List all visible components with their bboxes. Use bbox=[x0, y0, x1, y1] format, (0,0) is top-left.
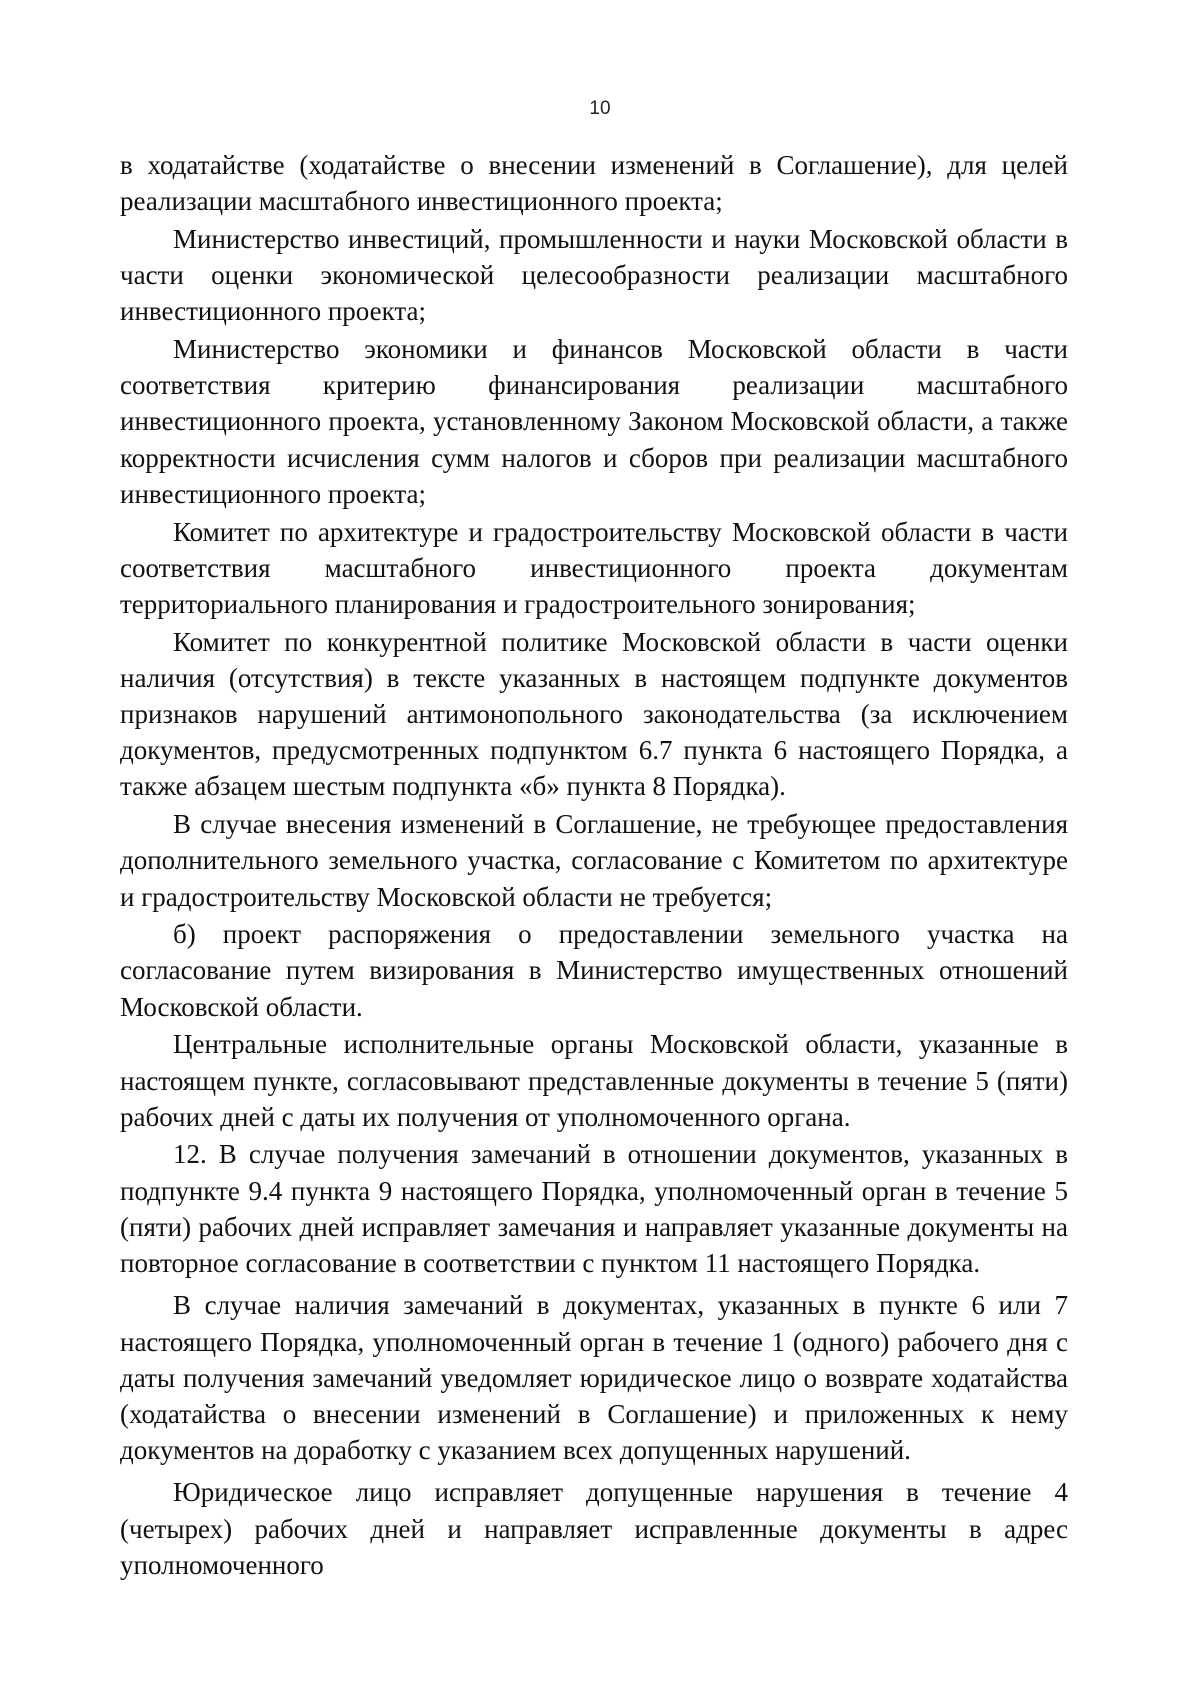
paragraph-subitem-b: б) проект распоряжения о предоставлении земельного участка на согласование путем визирования в Министерство имущественных отношений Московской области. bbox=[120, 919, 1068, 1022]
paragraph-committee-architecture: Комитет по архитектуре и градостроительству Московской области в части соответствия масштабного инвестиционного проекта документам территориального планирования и градостроительного зонирования; bbox=[120, 516, 1068, 619]
paragraph-continuation: в ходатайстве (ходатайстве о внесении изменений в Соглашение), для целей реализации масштабного инвестиционного проекта; bbox=[120, 150, 1068, 217]
paragraph-item-12: 12. В случае получения замечаний в отношении документов, указанных в подпункте 9.4 пункта 9 настоящего Порядка, уполномоченный орган в течение 5 (пяти) рабочих дней исправляет замечания и направляет указанные документы на повторное согласование в соответствии с пунктом 11 настоящего Порядка. bbox=[120, 1139, 1068, 1279]
paragraph-committee-competition: Комитет по конкурентной политике Московской области в части оценки наличия (отсутствия) в тексте указанных в настоящем подпункте документов признаков нарушений антимонопольного законодательства (за исключением документов, предусмотренных подпунктом 6.7 пункта 6 настоящего Порядка, а также абзацем шестым подпункта «б» пункта 8 Порядка). bbox=[120, 626, 1068, 802]
paragraph-ministry-economy: Министерство экономики и финансов Московской области в части соответствия критерию финансирования реализации масштабного инвестиционного проекта, установленному Законом Московской области, а также корректности исчисления сумм налогов и сборов при реализации масштабного инвестиционного проекта; bbox=[120, 334, 1068, 509]
page-number: 10 bbox=[589, 98, 611, 119]
paragraph-legal-entity-fixes: Юридическое лицо исправляет допущенные нарушения в течение 4 (четырех) рабочих дней и направляет исправленные документы в адрес уполномоченного bbox=[120, 1477, 1068, 1580]
paragraph-ministry-investments: Министерство инвестиций, промышленности и науки Московской области в части оценки экономической целесообразности реализации масштабного инвестиционного проекта; bbox=[120, 223, 1068, 327]
paragraph-agreement-changes: В случае внесения изменений в Соглашение, не требующее предоставления дополнительного земельного участка, согласование с Комитетом по архитектуре и градостроительству Московской области не требуется; bbox=[120, 809, 1068, 912]
paragraph-remarks-return: В случае наличия замечаний в документах, указанных в пункте 6 или 7 настоящего Порядка, уполномоченный орган в течение 1 (одного) рабочего дня с даты получения замечаний уведомляет юридическое лицо о возврате ходатайства (ходатайства о внесении изменений в Соглашение) и приложенных к нему документов на доработку с указанием всех допущенных нарушений. bbox=[120, 1290, 1068, 1466]
paragraph-central-bodies: Центральные исполнительные органы Московской области, указанные в настоящем пункте, согласовывают представленные документы в течение 5 (пяти) рабочих дней с даты их получения от уполномоченного органа. bbox=[120, 1029, 1068, 1132]
document-body bbox=[120, 147, 1068, 1584]
